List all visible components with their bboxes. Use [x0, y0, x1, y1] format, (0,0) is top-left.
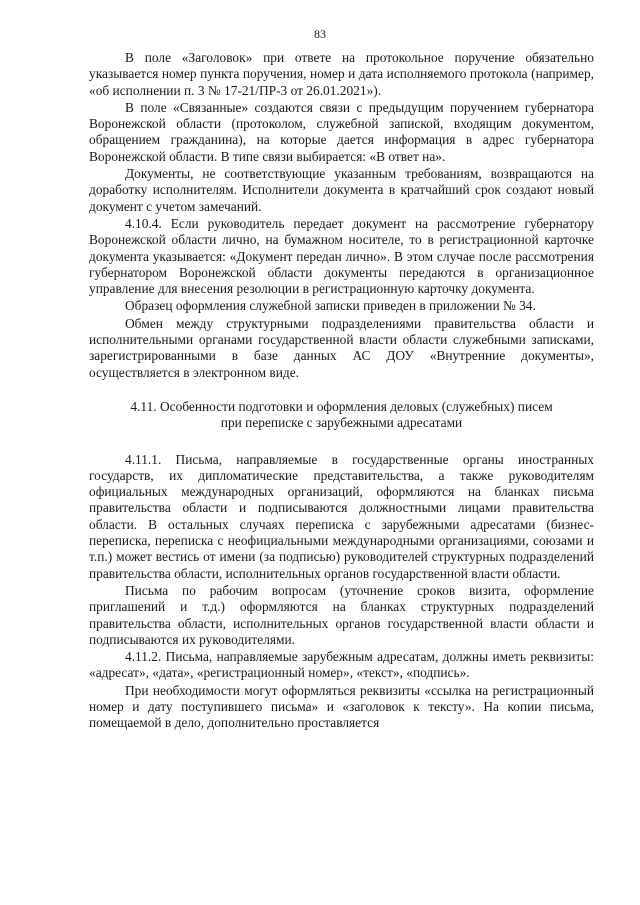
- paragraph-rabochie-voprosy: Письма по рабочим вопросам (уточнение сроков визита, оформление приглашений и т.д.) оформляются на бланках структурных подразделений правительства области, исполнительных органов государственной власти области и подписываются их руководителями.: [89, 582, 594, 647]
- section-heading-4-11: [89, 399, 594, 432]
- paragraph-obrazets: Образец оформления служебной записки приведен в приложении № 34.: [125, 298, 536, 314]
- page-number: 83: [314, 27, 326, 41]
- paragraph-dokumenty-vozvrat: Документы, не соответствующие указанным требованиям, возвращаются на доработку исполнителям. Исполнители документа в кратчайший срок создают новый документ с учетом замечаний.: [89, 166, 594, 214]
- section-heading-line-1: 4.11. Особенности подготовки и оформления деловых (служебных) писем: [130, 398, 553, 414]
- paragraph-4-11-1: 4.11.1. Письма, направляемые в государственные органы иностранных государств, их дипломатические представительства, а также руководителям официальных международных организаций, оформляются на бланках письма правительства области и подписываются должностными лицами правительства области. В остальных случаях переписка с зарубежными адресатами (бизнес-переписка, переписка с неофициальными международными организациями, союзами и т.п.) может вестись от имени (за подписью) руководителей структурных подразделений правительства области, исполнительных органов государственной власти области.: [89, 451, 594, 581]
- document-body: [89, 50, 594, 732]
- paragraph-pri-neobkhodimosti: При необходимости могут оформляться реквизиты «ссылка на регистрационный номер и дату поступившего письма» и «заголовок к тексту». На копии письма, помещаемой в дело, дополнительно проставляется: [89, 682, 594, 731]
- paragraph-obmen: Обмен между структурными подразделениями правительства области и исполнительными органами государственной власти области служебными записками, зарегистрированными в базе данных АС ДОУ «Внутренние документы», осуществляется в электронном виде.: [89, 315, 594, 380]
- paragraph-4-10-4: 4.10.4. Если руководитель передает документ на рассмотрение губернатору Воронежской области лично, на бумажном носителе, то в регистрационной карточке документа указывается: «Документ передан лично». В этом случае после рассмотрения губернатором Воронежской области документы передаются в организационное управление для внесения резолюции в регистрационную карточку документа.: [89, 215, 594, 297]
- paragraph-zagolovok: В поле «Заголовок» при ответе на протокольное поручение обязательно указывается номер пункта поручения, номер и дата исполняемого протокола (например, «об исполнении п. 3 № 17-21/ПР-3 от 26.01.2021»).: [89, 50, 594, 98]
- section-heading-line-2: при переписке с зарубежными адресатами: [220, 415, 463, 431]
- paragraph-svyazannye: В поле «Связанные» создаются связи с предыдущим поручением губернатора Воронежской области (протоколом, служебной запиской, входящим документом, обращением гражданина), на которые дается информация в адрес губернатора Воронежской области. В типе связи выбирается: «В ответ на».: [89, 99, 594, 164]
- paragraph-4-11-2: 4.11.2. Письма, направляемые зарубежным адресатам, должны иметь реквизиты: «адресат», «дата», «регистрационный номер», «текст», «подпись».: [89, 649, 594, 681]
